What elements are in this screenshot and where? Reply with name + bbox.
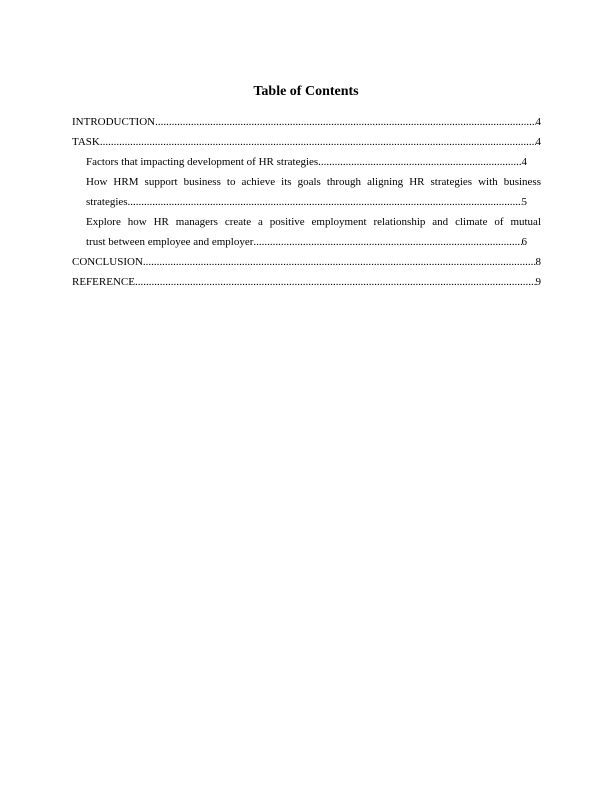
toc-title: Table of Contents — [253, 84, 359, 99]
dot-leader — [100, 132, 536, 152]
toc-entry-text: trust between employee and employer — [86, 236, 254, 248]
toc-entry-text-line1: How HRM support business to achieve its goals through aligning HR strategies with business — [86, 176, 541, 188]
dot-leader — [318, 152, 521, 172]
toc-entry-explore-hr-managers[interactable] — [72, 212, 541, 252]
toc-entry-text: CONCLUSION — [72, 256, 143, 268]
toc-page-number: 4 — [535, 116, 541, 128]
table-of-contents — [72, 112, 541, 292]
dot-leader — [143, 252, 536, 272]
toc-entry-task[interactable] — [72, 132, 541, 152]
toc-page-number: 9 — [535, 276, 541, 288]
dot-leader — [128, 192, 522, 212]
toc-entry-text: strategies — [86, 196, 128, 208]
dot-leader — [155, 112, 535, 132]
toc-entry-text: TASK — [72, 136, 100, 148]
toc-entry-text: REFERENCE — [72, 276, 135, 288]
toc-entry-text: INTRODUCTION — [72, 116, 156, 128]
toc-page-number: 4 — [521, 156, 527, 168]
toc-page-number: 4 — [535, 136, 541, 148]
dot-leader — [135, 272, 536, 292]
toc-entry-factors[interactable] — [72, 152, 541, 172]
toc-entry-introduction[interactable] — [72, 112, 541, 132]
toc-entry-text-line1: Explore how HR managers create a positive employment relationship and climate of mutual — [86, 216, 541, 228]
toc-entry-reference[interactable] — [72, 272, 541, 292]
toc-page-number: 6 — [521, 236, 527, 248]
toc-entry-conclusion[interactable] — [72, 252, 541, 272]
toc-page-number: 5 — [521, 196, 527, 208]
toc-entry-text: Factors that impacting development of HR strategies — [86, 156, 319, 168]
dot-leader — [253, 232, 521, 252]
toc-page-number: 8 — [535, 256, 541, 268]
toc-entry-hrm-support[interactable] — [72, 172, 541, 212]
